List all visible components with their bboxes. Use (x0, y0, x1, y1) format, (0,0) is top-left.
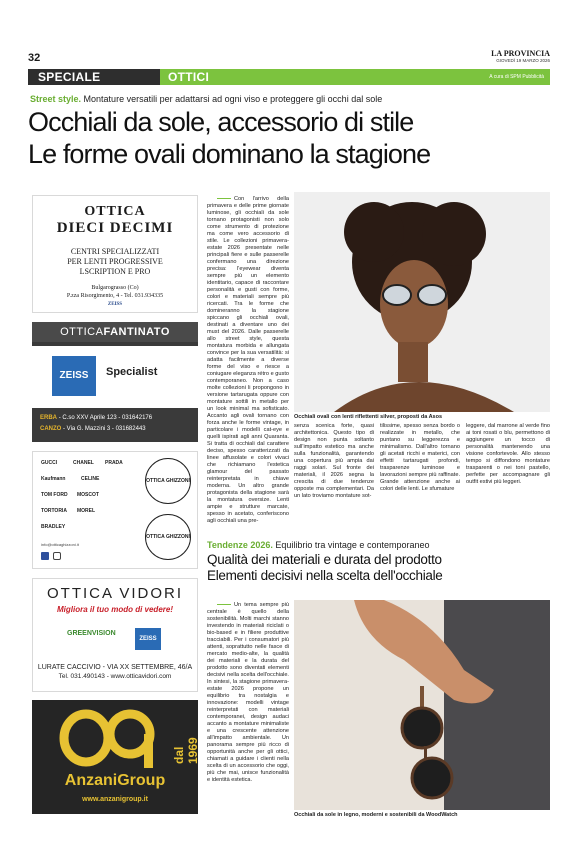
section-credit: A cura di SPM Pubblicità (489, 74, 544, 80)
ad-fantinato-tagline: Specialist (106, 366, 158, 378)
ad-ottica-vidori[interactable] (32, 578, 198, 692)
ad-vidori-address: LURATE CACCIVIO - VIA XX SETTEMBRE, 46/A (37, 664, 193, 671)
anzani-name: AnzaniGroup (64, 772, 166, 789)
article1-column-1: Con l'arrivo della primavera e delle prime giornate luminose, gli occhiali da sole tornano protagonisti non solo come strumento di protezione ma come vero accessorio di stile. Le collezioni primavera-estate 2026 presentate nelle principali fiere e sulle passerelle confermano una direzione precisa: l'eyewear diventa sempre più un elemento identitario, capace di raccontare personalità e gusti con forme, colori e materiali sempre più ricercati. Tra le forme che domineranno la stagione spiccano gli occhiali ovali, destinati a diventare uno dei must del 2026. Dalle passerelle allo street style, questa montatura morbida e allungata convince per la sua versatilità: si adatta facilmente a diverse forme del viso e riesce a coniugare eleganza rétro e gusto contemporaneo. Non a caso molte collezioni li propongono in versione tartarugata oppure con montature sottili in metallo per un look minimal ma sofisticato. Accanto agli ovali tornano con forza anche le forme vintage, in particolare i modelli cat-eye e quelli ispirati agli anni Quaranta. Si tratta di occhiali dal carattere deciso, spesso caratterizzati da linee affusolate e colori vivaci che richiamano l'estetica glamour del passato reinterpretata in chiave moderna. Un altro grande protagonista della stagione sarà la montatura oversize. Lenti ampie e strutture marcate, spesso in acetato, conferiscono agli occhiali una pre- (207, 196, 289, 524)
zeiss-logo-icon: ZEISS (52, 356, 96, 396)
page-number: 32 (28, 52, 41, 64)
publication-date: GIOVEDÌ 19 MARZO 2026 (496, 58, 550, 63)
ad-ottica-ghizzoni[interactable] (32, 451, 198, 569)
wooden-sunglasses-photo-icon (294, 600, 550, 810)
ad-fantinato-title (32, 322, 198, 342)
woman-sunglasses-photo-icon (294, 192, 550, 412)
ad-dd-line2: DIECI DECIMI (56, 220, 174, 236)
brand-logo: TOM FORD (41, 492, 68, 498)
article2-headline (207, 552, 552, 584)
ad-vidori-slogan: Migliora il tuo modo di vedere! (56, 605, 173, 614)
ad-dd-line1: OTTICA (84, 204, 146, 219)
ad-dd-line4: PER LENTI PROGRESSIVE (67, 257, 163, 266)
instagram-icon (53, 552, 61, 560)
brand-logo: MOSCOT (77, 492, 99, 498)
ad-dd-brand: ZEISS (107, 302, 123, 307)
greenvision-logo-icon: GREENVISION (67, 630, 116, 637)
brand-logo: Kaufmann (41, 476, 66, 482)
ad-ghizzoni-info: info@otticaghizzoni.it (41, 542, 79, 547)
brand-logo: CHANEL (73, 460, 94, 466)
ad-vidori-contact: Tel. 031.490143 - www.otticavidori.com (58, 673, 172, 680)
anzani-url: www.anzanigroup.it (82, 796, 148, 803)
paragraph-dash-icon (217, 604, 231, 606)
article2-kicker-bold: Tendenze 2026. (207, 540, 273, 550)
masthead (491, 50, 550, 64)
section-label-secondary: OTTICI (168, 70, 210, 84)
article1-kicker-text: Montature versatili per adattarsi ad ogni viso e proteggere gli occhi dal sole (83, 94, 383, 104)
publication-name: LA PROVINCIA (491, 49, 550, 58)
anzani-logo-icon (60, 710, 156, 768)
article2-kicker-text: Equilibrio tra vintage e contemporaneo (275, 540, 430, 550)
article1-caption: Occhiali ovali con lenti riflettenti silver, proposti da Asos (294, 414, 443, 420)
facebook-icon (41, 552, 49, 560)
brand-logo: CELINE (81, 476, 100, 482)
article1-column-4: leggere, dal marrone al verde fino ai toni rosati o blu, permettono di aggiungere un tocco di personalità mantenendo una visione confortevole. Allo stesso tempo si diffondono montature trasparenti o nei toni pastello, perfette per accompagnare gli outfit estivi più leggeri. (466, 423, 550, 485)
ad-fantinato-canzo: CANZO - Via G. Mazzini 3 - 031682443 (40, 426, 146, 432)
brand-logo: PRADA (105, 460, 123, 466)
brand-logo: BRADLEY (41, 524, 66, 530)
ad-anzani-group[interactable] (32, 700, 198, 814)
article1-headline-line1: Occhiali da sole, accessorio di stile (28, 107, 414, 137)
section-label-primary: SPECIALE (28, 69, 160, 85)
article1-column-2: senza scenica forte, quasi architettonica. Questo tipo di design non punta soltanto sull'impatto estetico ma anche sulla funzionalità, garantendo una copertura più ampia dai raggi solari. Sul fronte dei materiali, il 2026 segna la crescita di due tendenze opposte ma complementari. Da un lato troviamo montature sot- (294, 423, 374, 499)
article2-headline-line1: Qualità dei materiali e durata del prodotto (207, 552, 442, 567)
ad-fantinato-title-b: FANTINATO (103, 326, 170, 338)
article1-column-3: tilissime, spesso senza bordo o realizzate in metallo, che puntano su leggerezza e minimalismo. Dall'altro tornano gli acetati ricchi e materici, con effetti tartarugati profondi, trasparenze luminose e lavorazioni sempre più raffinate. Grande attenzione anche ai colori delle lenti. Le sfumature (380, 423, 460, 492)
paragraph-dash-icon (217, 198, 231, 200)
section-bar (28, 69, 550, 85)
ad-dd-addr2: P.zza Risorgimento, 4 - Tel. 031.934335 (66, 293, 164, 299)
article2-caption: Occhiali da sole in legno, moderni e sostenibili da WoodWatch (294, 812, 458, 818)
article2-column-1: Un tema sempre più centrale è quello della sostenibilità. Molti marchi stanno investendo in materiali riciclati o bio-based e in filiere produttive tracciabili. Per i consumatori più attenti, soprattutto nelle fasce di mercato medio-alte, la qualità dei materiali e la durata del prodotto sono diventati elementi decisivi nella scelta dell'occhiale. In sintesi, la stagione primavera-estate 2026 propone un equilibrio tra nostalgia e innovazione: modelli vintage reinterpretati con materiali contemporanei, design audaci accanto a montature minimaliste e una crescente attenzione all'impatto ambientale. Un panorama sempre più ricco di opportunità anche per gli ottici, chiamati a guidare i clienti nella scelta di un accessorio che oggi, più che mai, unisce funzionalità e identità estetica. (207, 602, 289, 783)
ad-fantinato-erba: ERBA - C.so XXV Aprile 123 - 031642176 (40, 415, 153, 421)
ad-ottica-fantinato[interactable] (32, 322, 198, 442)
ad-ottica-dieci-decimi[interactable] (32, 195, 198, 313)
article1-kicker-bold: Street style. (30, 94, 82, 104)
article2-kicker (207, 540, 430, 550)
ad-dd-addr1: Bulgarograsso (Co) (91, 285, 139, 291)
anzani-since: dal 1969 (172, 737, 200, 764)
brand-logo: MOREL (77, 508, 96, 514)
ad-dd-line3: CENTRI SPECIALIZZATI (70, 247, 160, 256)
article2-photo (294, 600, 550, 810)
article1-headline (28, 106, 558, 170)
ghizzoni-circle-top: OTTICA GHIZZONI (145, 458, 191, 504)
article1-kicker (30, 94, 382, 104)
ad-fantinato-body (32, 346, 198, 408)
ad-fantinato-title-a: OTTICA (60, 326, 104, 338)
brand-logo: GUCCI (41, 460, 58, 466)
article1-headline-line2: Le forme ovali dominano la stagione (28, 139, 431, 169)
article2-headline-line2: Elementi decisivi nella scelta dell'occhiale (207, 568, 443, 583)
article1-photo (294, 192, 550, 412)
ad-vidori-title: OTTICA VIDORI (46, 585, 183, 602)
ad-vidori-logos (33, 620, 197, 662)
ghizzoni-circle-bottom: OTTICA GHIZZONI (145, 514, 191, 560)
ad-dd-line5: LSCRIPTION E PRO (79, 267, 151, 276)
zeiss-logo-icon: ZEISS (135, 628, 161, 650)
brand-logo: TORTORIA (41, 508, 67, 514)
